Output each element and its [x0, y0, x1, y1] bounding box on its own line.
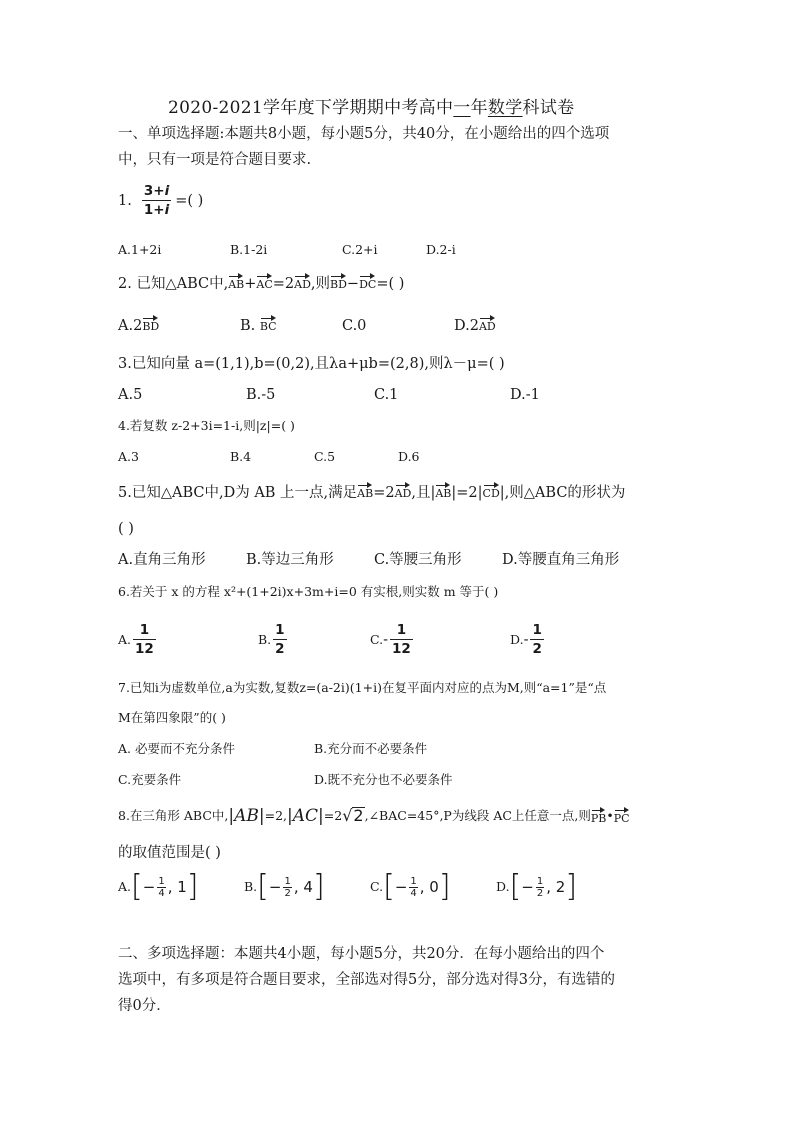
fraction [133, 622, 156, 657]
question-number: 1. [118, 192, 132, 209]
exam-title [168, 98, 574, 118]
question-7: 7.已知i为虚数单位,a为实数,复数z=(a-2i)(1+i)在复平面内对应的点为M,则“a=1”是“点 [118, 680, 607, 695]
question-text: ,则 [310, 276, 331, 292]
q4-option-b: B.4 [230, 449, 252, 464]
question-text: 8.在三角形 ABC中, [118, 808, 229, 823]
title-text: 年 [470, 98, 488, 118]
q2-option-c [342, 316, 366, 336]
title-underlined-subject: 数学 [487, 98, 523, 118]
question-5-blank: ( ) [118, 521, 134, 537]
fraction-numerator: 3+ [143, 183, 165, 199]
answer-blank: =( ) [175, 192, 204, 209]
fraction-denominator: 12 [135, 641, 154, 657]
option-sign: - [523, 631, 529, 648]
q3-option-c: C.1 [374, 387, 399, 403]
vector: DC [359, 274, 376, 291]
q8-option-b [244, 869, 325, 904]
operator: =2 [272, 276, 295, 292]
vector: AD [479, 316, 496, 333]
vector: AD [294, 274, 311, 291]
question-4: 4.若复数 z-2+3i=1-i,则|z|=( ) [118, 418, 295, 433]
q4-option-d: D.6 [398, 449, 420, 464]
question-3: 3.已知向量 a=(1,1),b=(0,2),且λa+μb=(2,8),则λ－μ=( ) [118, 356, 505, 372]
question-7-cont: M在第四象限”的( ) [118, 710, 226, 725]
vector: AB [357, 483, 373, 500]
question-8 [118, 806, 630, 826]
fraction-numerator: 1 [532, 622, 542, 638]
option-label: D.2 [454, 318, 479, 334]
q6-option-d [510, 622, 546, 657]
option-label: C. [370, 631, 384, 647]
magnitude-ac: |AC| [287, 806, 324, 826]
vector: BD [330, 274, 347, 291]
vector: PB [591, 808, 607, 825]
q2-option-a [118, 316, 159, 336]
interval: [ − $\frac{1}{4}$ , 1 ] [131, 869, 199, 904]
interval: [ − $\frac{1}{2}$ , 4 ] [257, 869, 325, 904]
q7-option-b: B.充分而不必要条件 [314, 741, 428, 756]
option-label: D. [510, 631, 524, 647]
option-label: D. [496, 879, 510, 894]
fraction-numerator: 1 [396, 622, 407, 638]
question-5 [118, 483, 625, 503]
question-text: 5.已知△ABC中,D为 AB 上一点,满足 [118, 485, 358, 501]
interval-upper: , 2 [546, 878, 566, 896]
radicand: 2 [353, 806, 364, 825]
question-1 [118, 183, 203, 218]
title-text: 科试卷 [522, 98, 575, 118]
interval-upper: , 0 [419, 878, 439, 896]
interval-sign: − [268, 878, 282, 896]
q1-option-d: D.2-i [426, 242, 456, 257]
option-label: A. [118, 631, 132, 647]
question-text: |,则△ABC的形状为 [499, 485, 626, 501]
section1-heading: 一、单项选择题:本题共8小题，每小题5分，共40分，在小题给出的四个选项 [118, 126, 610, 142]
q7-option-c: C.充要条件 [118, 772, 182, 787]
fraction-denominator: 4 [158, 887, 165, 899]
q6-option-a [118, 622, 158, 657]
operator: − [346, 276, 360, 292]
question-6: 6.若关于 x 的方程 x²+(1+2i)x+3m+i=0 有实根,则实数 m 等于( ) [118, 584, 499, 599]
fraction-numerator: 1 [275, 622, 285, 638]
square-root: √2 [342, 806, 364, 825]
q7-option-a: A. 必要而不充分条件 [118, 741, 235, 756]
vector: AD [395, 483, 412, 500]
fraction-denominator: 12 [392, 641, 411, 657]
q8-option-c [370, 869, 451, 904]
q5-option-c: C.等腰三角形 [374, 552, 462, 568]
interval-sign: − [142, 878, 156, 896]
answer-blank: =( ) [376, 276, 405, 292]
fraction-numerator: 1 [139, 622, 150, 638]
interval-sign: − [521, 878, 534, 896]
fraction [273, 622, 286, 657]
q5-option-b: B.等边三角形 [246, 552, 334, 568]
vector: AC [256, 274, 272, 291]
section1-heading-cont: 中，只有一项是符合题目要求. [118, 152, 312, 168]
question-8-cont: 的取值范围是( ) [118, 845, 221, 861]
fraction-numerator: 1 [410, 875, 417, 887]
interval-sign: − [394, 878, 408, 896]
title-underlined-grade: 一 [453, 98, 471, 118]
section2-heading-cont: 选项中，有多项是符合题目要求，全部选对得5分，部分选对得3分，有选错的 [118, 972, 615, 988]
q3-option-a: A.5 [118, 387, 143, 403]
option-label: A. [118, 879, 132, 894]
question-text: ,且| [411, 485, 436, 501]
fraction [530, 622, 543, 657]
interval: [ − $\frac{1}{2}$ , 2 ] [509, 869, 578, 904]
question-text: 2. 已知△ABC中, [118, 276, 229, 292]
interval-upper: , 4 [293, 878, 313, 896]
option-label: C. [370, 879, 384, 894]
fraction [390, 622, 413, 657]
magnitude-ab: |AB| [228, 806, 265, 826]
option-label: B. [240, 318, 260, 334]
q3-option-b: B.-5 [246, 387, 276, 403]
operator: + [244, 276, 257, 292]
fraction [142, 183, 171, 218]
fraction-denominator: 2 [536, 887, 544, 899]
q8-option-d [496, 869, 578, 904]
option-label: C.0 [342, 318, 367, 334]
fraction-denominator: 4 [410, 887, 417, 899]
question-2 [118, 274, 404, 294]
q4-option-a: A.3 [118, 449, 139, 464]
q2-option-d [454, 316, 496, 336]
q5-option-a: A.直角三角形 [118, 552, 206, 568]
q6-option-b [258, 622, 289, 657]
fraction-denominator: 2 [275, 641, 285, 657]
q2-option-b [240, 316, 277, 336]
operator: =2 [373, 485, 395, 501]
interval-upper: , 1 [167, 878, 187, 896]
q6-option-c [370, 622, 415, 657]
question-text: =2 [323, 808, 343, 823]
option-label: B. [244, 879, 258, 894]
option-label: B. [258, 631, 272, 647]
question-text: |=2| [451, 485, 483, 501]
fraction-denominator: 2 [532, 641, 542, 657]
vector: CD [483, 483, 500, 500]
q8-option-a [118, 869, 199, 904]
fraction-denominator: 2 [284, 887, 291, 899]
q4-option-c: C.5 [314, 449, 336, 464]
vector: AB [435, 483, 451, 500]
q7-option-d: D.既不充分也不必要条件 [314, 772, 453, 787]
fraction-numerator: 1 [284, 875, 291, 887]
vector: BD [142, 316, 159, 333]
section2-heading-cont2: 得0分． [118, 998, 171, 1014]
imaginary-unit: i [164, 183, 170, 199]
fraction-numerator: 1 [536, 875, 544, 887]
q1-option-b: B.1-2i [230, 242, 268, 257]
q1-option-c: C.2+i [342, 242, 378, 257]
interval: [ − $\frac{1}{4}$ , 0 ] [383, 869, 451, 904]
fraction-denominator: 1+ [143, 202, 165, 218]
dot-operator: • [606, 808, 614, 823]
q1-option-a: A.1+2i [118, 242, 162, 257]
fraction-numerator: 1 [158, 875, 165, 887]
vector: AB [228, 274, 244, 291]
option-sign: - [383, 631, 388, 648]
vector: BC [260, 316, 277, 333]
q3-option-d: D.-1 [510, 387, 540, 403]
question-text: ,∠BAC=45°,P为线段 AC上任意一点,则 [364, 808, 591, 823]
section2-heading: 二、多项选择题：本题共4小题，每小题5分，共20分．在每小题给出的四个 [118, 946, 605, 962]
imaginary-unit: i [164, 202, 170, 218]
q5-option-d: D.等腰直角三角形 [502, 552, 620, 568]
vector: PC [614, 808, 630, 825]
title-text: 2020-2021学年度下学期期中考高中 [168, 98, 454, 118]
question-text: =2, [264, 808, 288, 823]
option-label: A.2 [118, 318, 143, 334]
